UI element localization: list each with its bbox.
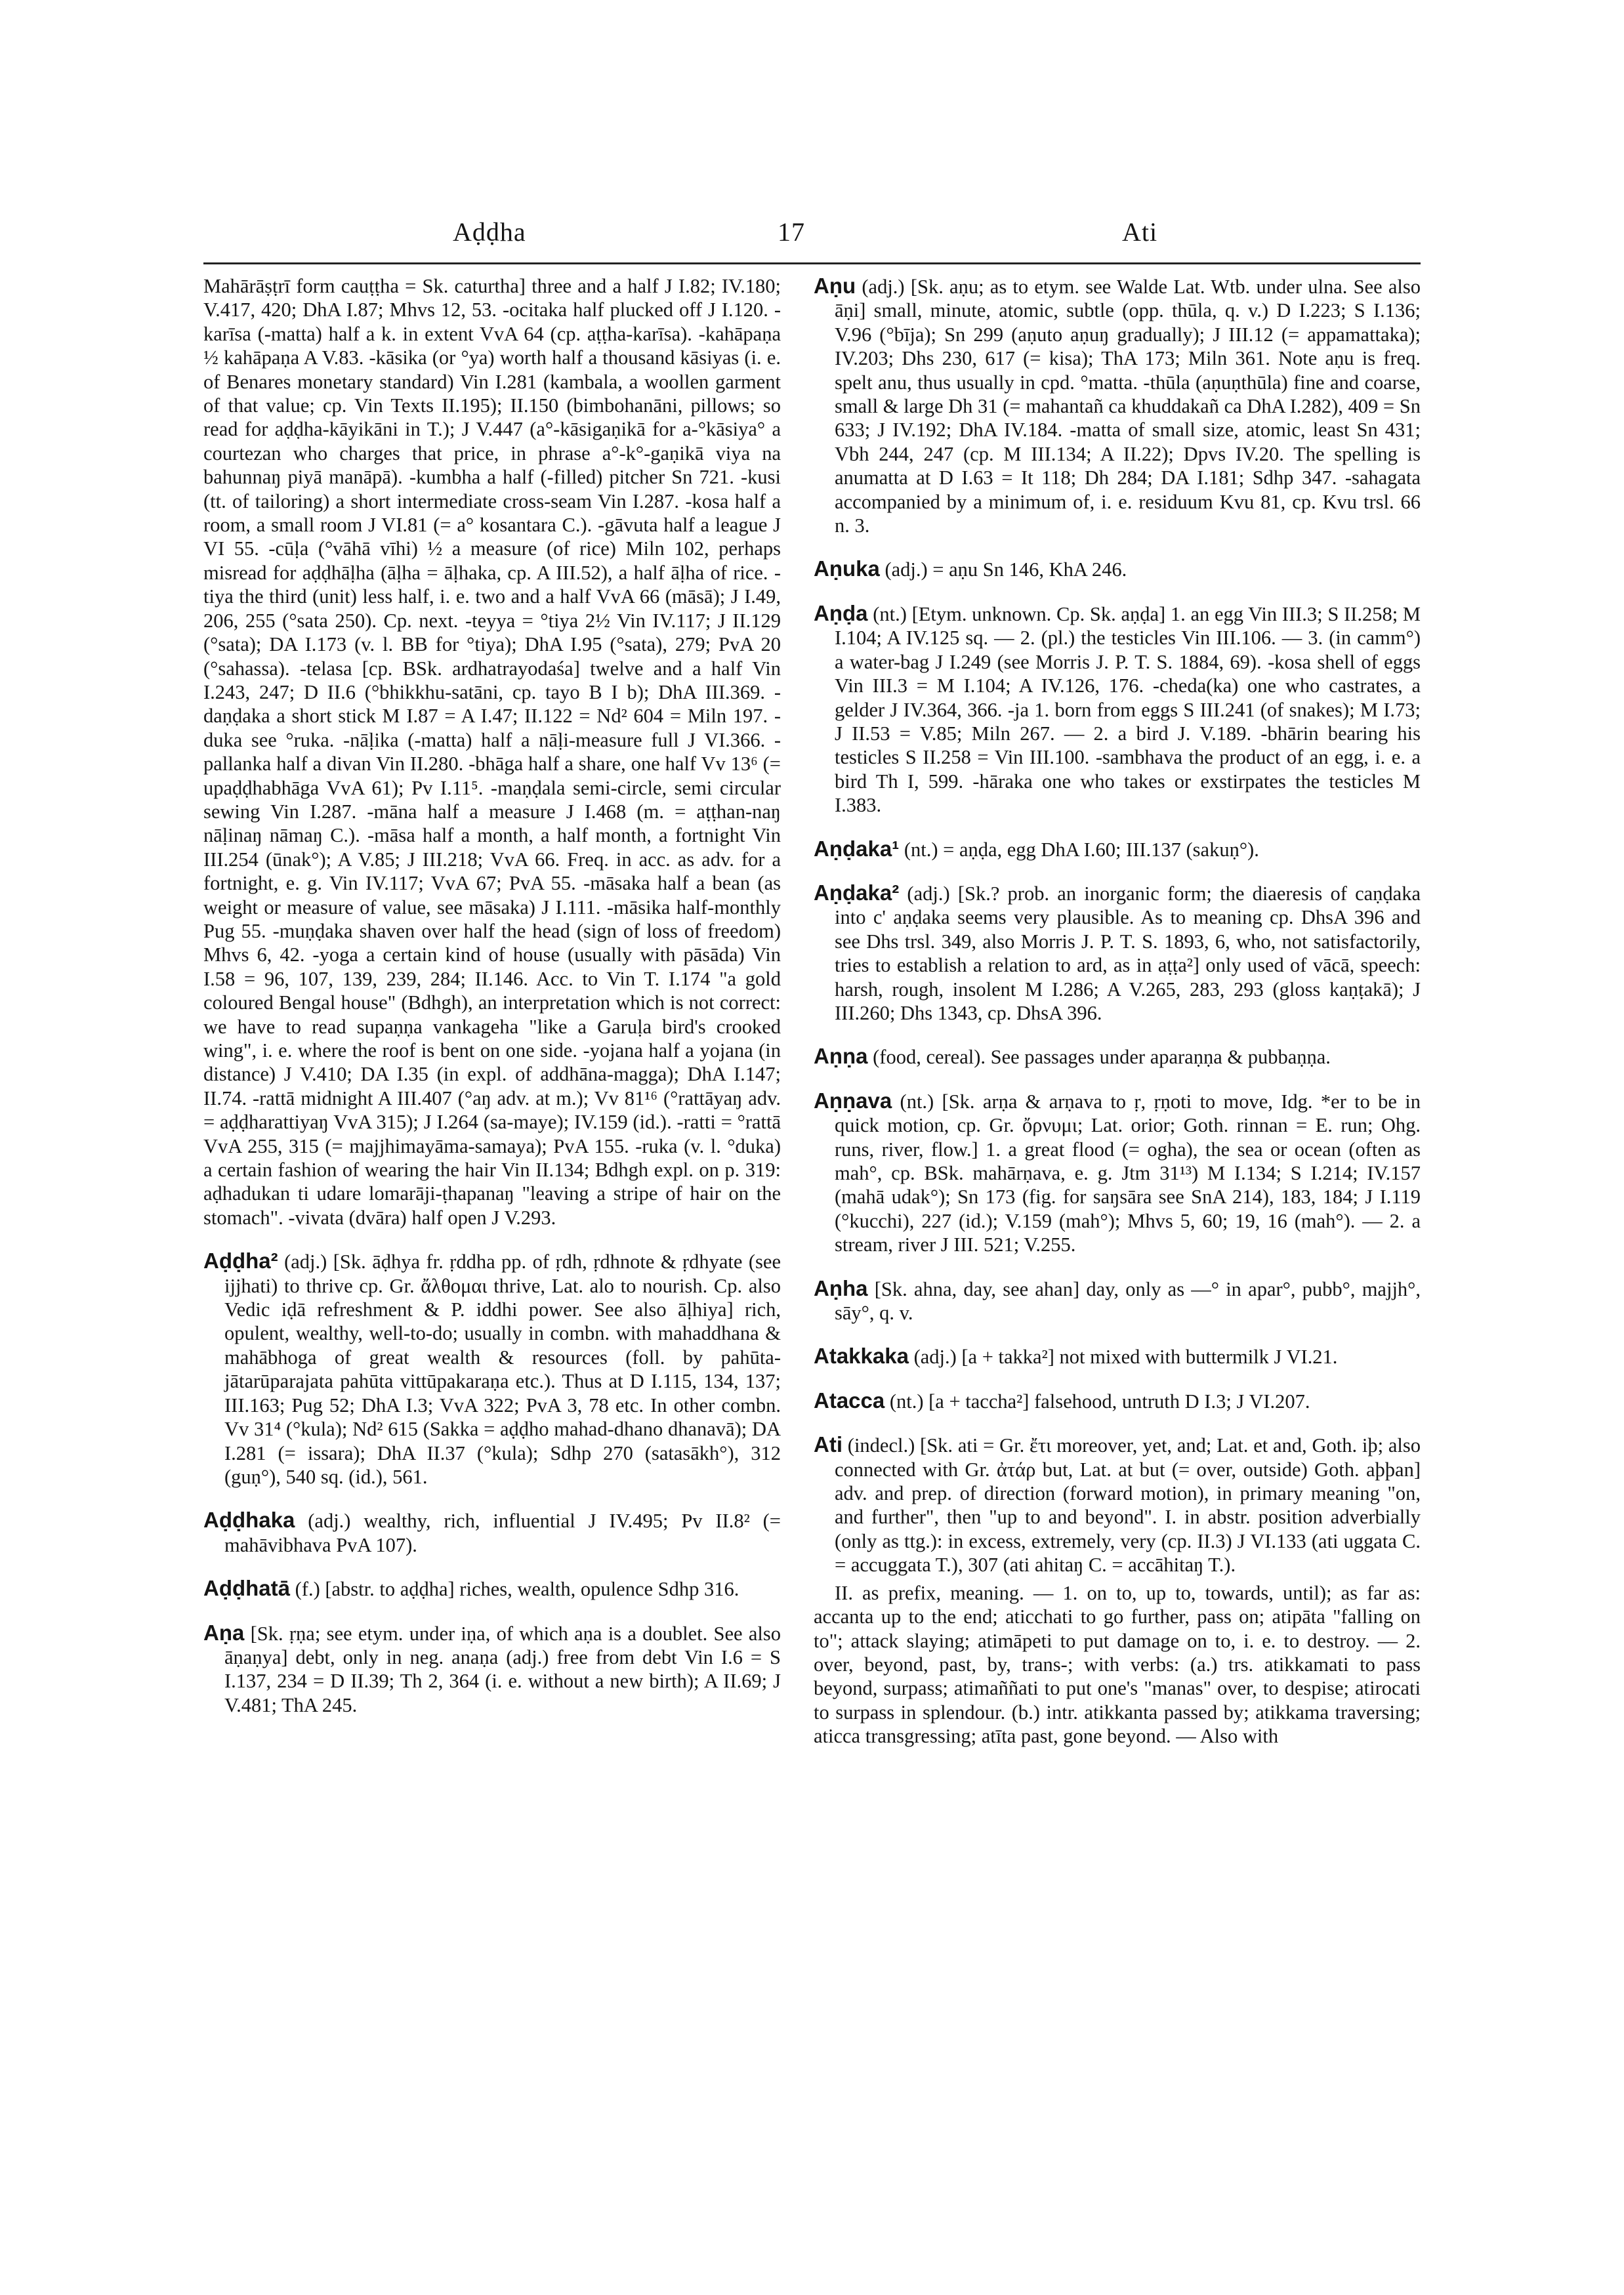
dictionary-entry xyxy=(203,1249,781,1489)
entry-text: Mahārāṣṭrī form cauṭṭha = Sk. caturtha] three and a half J I.82; IV.180; V.417, 420; DhA I.87; Mhvs 12, 53. -ocitaka half plucked off J I.120. -karīsa (-matta) half a k. in extent VvA 64 (cp. aṭṭha-karīsa). -kahāpaṇa ½ kahāpaṇa A V.83. -kāsika (or °ya) worth half a thousand kāsiyas (i. e. of Benares monetary standard) Vin I.281 (kambala, a woollen garment of that value; cp. Vin Texts II.195); II.150 (bimbohanāni, pillows; so read for aḍḍha-kāyikāni in T.); J V.447 (a°-kāsigaṇikā for a-°kāsiya° a courtezan who charges that price, in phrase a°-k°-gaṇikā viya na bahunnaŋ piyā manāpā). -kumbha a half (-filled) pitcher Sn 721. -kusi (tt. of tailoring) a short intermediate cross-seam Vin I.287. -kosa half a room, a small room J VI.81 (= a° kosantara C.). -gāvuta half a league J VI 55. -cūḷa (°vāhā vīhi) ½ a measure (of rice) Miln 102, perhaps misread for aḍḍhāḷha (āḷha = āḷhaka, cp. A III.52), a half āḷha of rice. -tiya the third (unit) less half, i. e. two and a half VvA 66 (māsā); J I.49, 206, 255 (°sata 250). Cp. next. -teyya = °tiya 2½ Vin IV.117; J II.129 (°sata); DA I.173 (v. l. BB for °tiya); DhA I.95 (°sata), 279; PvA 20 (°sahassa). -telasa [cp. BSk. ardhatrayodaśa] twelve and a half Vin I.243, 247; D II.6 (°bhikkhu-satāni, cp. tayo B I b); DhA III.369. -daṇḍaka a short stick M I.87 = A I.47; II.122 = Nd² 604 = Miln 197. -duka see °ruka. -nāḷika (-matta) half a nāḷi-measure full J VI.366. -pallanka half a divan Vin II.280. -bhāga half a share, one half Vv 13⁶ (= upaḍḍhabhāga VvA 61); Pv I.11⁵. -maṇḍala semi-circle, semi circular sewing Vin I.287. -māna half a measure J I.468 (m. = aṭṭhan-naŋ nāḷinaŋ nāmaŋ C.). -māsa half a month, a half month, a fortnight Vin III.254 (ūnak°); A V.85; J III.218; VvA 66. Freq. in acc. as adv. for a fortnight, e. g. Vin IV.117; VvA 67; PvA 55. -māsaka half a bean (as weight or measure of value, see māsaka) J I.111. -māsika half-monthly Pug 55. -muṇḍaka shaven over half the head (sign of loss of freedom) Mhvs 6, 42. -yoga a certain kind of house (usually with pāsāda) Vin I.58 = 96, 107, 139, 239, 284; II.146. Acc. to Vin T. I.174 "a gold coloured Bengal house" (Bdhgh), an interpretation which is not correct: we have to read supaṇṇa vankageha "like a Garuḷa bird's crooked wing", i. e. where the roof is bent on one side. -yojana half a yojana (in distance) J V.410; DA I.35 (in expl. of addhāna-magga); DhA I.147; II.74. -rattā midnight A III.407 (°aŋ adv. at m.); Vv 81¹⁶ (°rattāyaŋ adv. = aḍḍharattiyaŋ VvA 315); J I.264 (sa-maye); IV.159 (id.). -ratti = °rattā VvA 255, 315 (= majjhimayāma-samaya); PvA 155. -ruka (v. l. °duka) a certain fashion of wearing the hair Vin II.134; Bdhgh expl. on p. 319: aḍhadukan ti udare lomarāji-ṭhapanaŋ "leaving a stripe of hair on the stomach". -vivata (dvāra) half open J V.293. xyxy=(203,275,781,1229)
entry-text: (adj.) = aṇu Sn 146, KhA 246. xyxy=(879,558,1127,581)
entry-headword: Atakkaka xyxy=(814,1344,909,1369)
entry-headword: Aṇṇava xyxy=(814,1088,892,1113)
entry-headword: Aḍḍhatā xyxy=(203,1576,290,1601)
entry-headword: Aṇḍa xyxy=(814,600,868,625)
entry-headword: Aṇḍaka¹ xyxy=(814,836,900,861)
dictionary-entry-continuation xyxy=(814,1581,1421,1748)
entry-headword: Aḍḍhaka xyxy=(203,1508,295,1533)
dictionary-entry-continuation xyxy=(203,274,781,1230)
entry-headword: Aṇu xyxy=(814,274,856,298)
entry-text: (nt.) [Sk. arṇa & arṇava to ṛ, ṛṇoti to move, Idg. *er to be in quick motion, cp. Gr. ὄρνυμι; Lat. orior; Goth. rinnan = E. run; Ohg. runs, river, flow.] 1. a great flood (= ogha), the sea or ocean (often as mah°, cp. BSk. mahārṇava, e. g. Jtm 31¹³) M I.134; S I.214; IV.157 (mahā udak°); Sn 173 (fig. for saŋsāra see SnA 214), 183, 184; J I.119 (°kucchi), 227 (id.); V.159 (mah°); Mhvs 5, 60; 19, 16 (mah°). — 2. a stream, river J III. 521; V.255. xyxy=(835,1090,1421,1256)
dictionary-entry xyxy=(814,1089,1421,1257)
entry-headword: Ati xyxy=(814,1432,843,1457)
dictionary-entry xyxy=(814,602,1421,817)
entry-text: (food, cereal). See passages under aparaṇṇa & pubbaṇṇa. xyxy=(867,1046,1331,1069)
dictionary-entry xyxy=(814,837,1421,861)
dictionary-entry xyxy=(203,1577,781,1601)
entry-headword: Aḍḍha² xyxy=(203,1249,278,1273)
header-rule xyxy=(203,262,1421,264)
entry-headword: Atacca xyxy=(814,1388,885,1413)
dictionary-entry xyxy=(203,1508,781,1557)
dictionary-entry xyxy=(814,1044,1421,1069)
entry-text: (adj.) wealthy, rich, influential J IV.495; Pv II.8² (= mahāvibhava PvA 107). xyxy=(224,1510,781,1556)
dictionary-entry xyxy=(814,1277,1421,1325)
entry-text: II. as prefix, meaning. — 1. on to, up to, towards, until); as far as: accanta up to the end; aticchati to go further, pass on; atipāta "falling on to"; attack slaying; atimāpeti to put damage on to, i. e. to destroy. — 2. over, beyond, past, by, trans-; with verbs: (a.) trs. atikkamati to pass beyond, surpass; atimaññati to put one's "manas" over, to despise; atirocati to surpass in splendour. (b.) intr. atikkanta passed by; atikkama traversing; aticca transgressing; atīta past, gone beyond. — Also with xyxy=(814,1581,1421,1748)
entry-headword: Aṇḍaka² xyxy=(814,880,900,905)
running-head-left: Aḍḍha xyxy=(453,217,526,247)
right-column xyxy=(814,274,1421,1768)
dictionary-entry xyxy=(814,1433,1421,1577)
entry-headword: Aṇṇa xyxy=(814,1044,868,1069)
entry-text: (adj.) [Sk.? prob. an inorganic form; the diaeresis of caṇḍaka into c' aṇḍaka seems very plausible. As to meaning cp. DhsA 396 and see Dhs trsl. 349, also Morris J. P. T. S. 1893, 6, who, not satisfactorily, tries to establish a relation to ard, as in aṭṭa²] only used of vācā, speech: harsh, rough, insolent M I.286; A V.265, 283, 293 (gloss kaṇṭakā); J III.260; Dhs 1343, cp. DhsA 396. xyxy=(835,882,1421,1024)
dictionary-entry xyxy=(203,1621,781,1718)
page-number: 17 xyxy=(778,217,805,247)
entry-text: (f.) [abstr. to aḍḍha] riches, wealth, opulence Sdhp 316. xyxy=(290,1578,739,1601)
entry-text: [Sk. ahna, day, see ahan] day, only as —° in apar°, pubb°, majjh°, sāy°, q. v. xyxy=(835,1277,1421,1325)
dictionary-entry xyxy=(814,1344,1421,1369)
entry-text: (nt.) [a + taccha²] falsehood, untruth D I.3; J VI.207. xyxy=(885,1390,1310,1413)
entry-text: (nt.) = aṇḍa, egg DhA I.60; III.137 (sakuṇ°). xyxy=(899,838,1259,861)
entry-text: (indecl.) [Sk. ati = Gr. ἔτι moreover, yet, and; Lat. et and, Goth. iþ; also connected with Gr. ἀτάρ but, Lat. at but (= over, outside) Goth. aþþan] adv. and prep. of direction (forward motion), in primary meaning "on, and further", then "up to and beyond". I. in abstr. position adverbially (only as ttg.): in excess, extremely, very (cp. II.3) J VI.133 (ati uggata C. = accuggata T.), 307 (ati ahitaŋ C. = accāhitaŋ T.). xyxy=(835,1434,1421,1577)
dictionary-entry xyxy=(814,557,1421,581)
left-column xyxy=(203,274,781,1737)
entry-headword: Aṇa xyxy=(203,1620,245,1645)
entry-headword: Aṇha xyxy=(814,1275,868,1300)
dictionary-entry xyxy=(814,1389,1421,1413)
entry-headword: Aṇuka xyxy=(814,556,880,581)
entry-text: (nt.) [Etym. unknown. Cp. Sk. aṇḍa] 1. an egg Vin III.3; S II.258; M I.104; A IV.125 sq. — 2. (pl.) the testicles Vin III.106. — 3. (in camm°) a water-bag J I.249 (see Morris J. P. T. S. 1884, 69). -kosa shell of eggs Vin III.3 = M I.104; A IV.126, 176. -cheda(ka) one who castrates, a gelder J IV.364, 366. -ja 1. born from eggs S III.241 (of snakes); M I.73; J II.53 = V.85; Miln 267. — 2. a bird J. V.189. -bhārin bearing his testicles S II.258 = Vin III.100. -sambhava the product of an egg, i. e. a bird Th I, 599. -hāraka one who takes or exstirpates the testicles M I.383. xyxy=(835,602,1421,817)
entry-text: (adj.) [Sk. āḍhya fr. ṛddha pp. of ṛdh, ṛdhnote & ṛdhyate (see ijjhati) to thrive cp. Gr. ἄλθομαι thrive, Lat. alo to nourish. Cp. also Vedic iḍā refreshment & P. iddhi power. See also āḷhiya] rich, opulent, wealthy, well-to-do; usually in combn. with mahaddhana & mahābhoga of great wealth & resources (foll. by pahūta-jātarūparajata pahūta vittūpakaraṇa etc.). Thus at D I.115, 134, 137; III.163; Pug 52; DhA I.3; VvA 322; PvA 3, 78 etc. In other combn. Vv 31⁴ (°kula); Nd² 615 (Sakka = aḍḍho mahad-dhano dhanavā); DA I.281 (= issara); DhA II.37 (°kula); Sdhp 270 (satasākh°), 312 (guṇ°), 540 sq. (id.), 561. xyxy=(224,1251,781,1488)
running-head-right: Ati xyxy=(1122,217,1158,247)
entry-text: (adj.) [a + takka²] not mixed with buttermilk J VI.21. xyxy=(908,1346,1338,1369)
entry-text: [Sk. ṛṇa; see etym. under iṇa, of which aṇa is a doublet. See also āṇaṇya] debt, only in neg. anaṇa (adj.) free from debt Vin I.6 = S I.137, 234 = D II.39; Th 2, 364 (i. e. without a new birth); A II.69; J V.481; ThA 245. xyxy=(224,1622,781,1716)
dictionary-entry xyxy=(814,274,1421,537)
entry-text: (adj.) [Sk. aṇu; as to etym. see Walde Lat. Wtb. under ulna. See also āṇi] small, minute, atomic, subtle (opp. thūla, q. v.) D I.223; S I.136; V.96 (°bīja); Sn 299 (aṇuto aṇuŋ gradually); J III.12 (= appamattaka); IV.203; Dhs 230, 617 (= kisa); ThA 173; Miln 361. Note aṇu is freq. spelt anu, thus usually in cpd. °matta. -thūla (aṇuṇthūla) fine and coarse, small & large Dh 31 (= mahantañ ca khuddakañ ca DhA I.282), 409 = Sn 633; J IV.192; DhA IV.184. -matta of small size, atomic, least Sn 431; Vbh 244, 247 (cp. M III.134; A II.22); Dpvs IV.20. The spelling is anumatta at D I.63 = It 118; Dh 284; DA I.181; Sdhp 347. -sahagata accompanied by a minimum of, i. e. residuum Kvu 81, cp. Kvu trsl. 66 n. 3. xyxy=(835,276,1421,537)
dictionary-entry xyxy=(814,881,1421,1025)
